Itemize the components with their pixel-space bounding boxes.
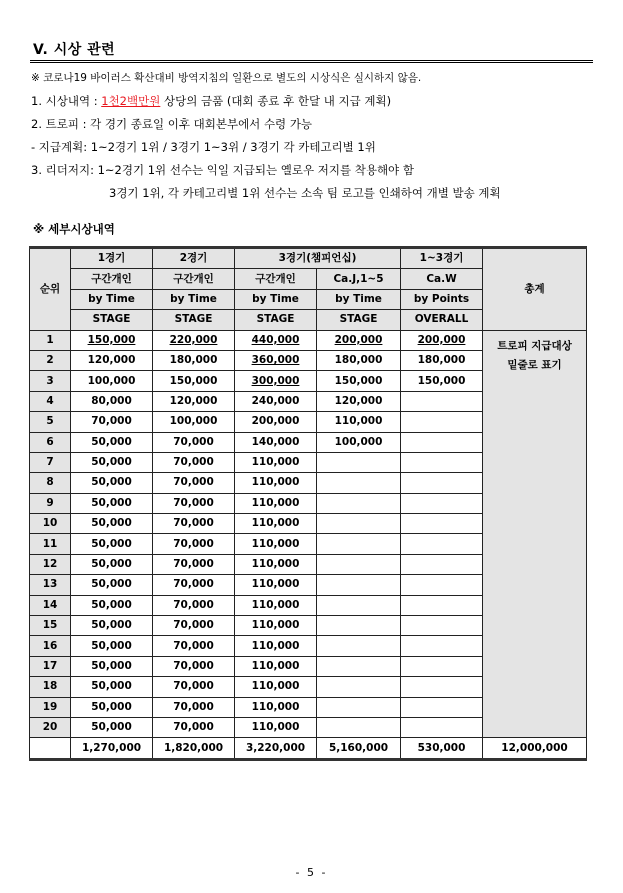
prize-cell: 70,000	[153, 473, 235, 493]
prize-cell: 120,000	[153, 391, 235, 411]
prize-cell: 180,000	[401, 350, 483, 370]
rank-cell: 11	[30, 534, 71, 554]
prize-cell: 70,000	[153, 697, 235, 717]
covid-note: ※ 코로나19 바이러스 확산대비 방역지침의 일환으로 별도의 시상식은 실시하지 않음.	[31, 72, 422, 84]
prize-cell: 150,000	[71, 330, 153, 350]
prize-cell: 50,000	[71, 677, 153, 697]
race-header-2: 2경기	[153, 248, 235, 269]
rank-cell: 4	[30, 391, 71, 411]
prize-cell: 50,000	[71, 636, 153, 656]
table-row	[30, 330, 587, 350]
prize-cell	[317, 697, 401, 717]
trophy-note-cell	[483, 330, 587, 738]
prize-cell: 120,000	[71, 350, 153, 370]
award-line-1	[31, 90, 591, 113]
prize-cell: 50,000	[71, 595, 153, 615]
prize-cell: 50,000	[71, 473, 153, 493]
prize-cell: 70,000	[153, 717, 235, 737]
prize-cell: 110,000	[235, 717, 317, 737]
prize-cell: 50,000	[71, 575, 153, 595]
rank-cell: 17	[30, 656, 71, 676]
prize-cell: 50,000	[71, 534, 153, 554]
prize-cell: 70,000	[153, 534, 235, 554]
basis-header: by Time	[153, 289, 235, 309]
prize-cell	[317, 534, 401, 554]
prize-cell	[401, 656, 483, 676]
detail-title: ※ 세부시상내역	[33, 222, 115, 236]
basis-header: by Points	[401, 289, 483, 309]
prize-cell	[401, 452, 483, 472]
award-line-2: 2. 트로피 : 각 경기 종료일 이후 대회본부에서 수령 가능	[31, 117, 313, 131]
total-cell: 530,000	[401, 738, 483, 759]
prize-cell	[401, 575, 483, 595]
prize-cell: 70,000	[153, 656, 235, 676]
total-cell: 5,160,000	[317, 738, 401, 759]
prize-table	[29, 246, 587, 761]
total-cell: 3,220,000	[235, 738, 317, 759]
prize-cell: 110,000	[235, 534, 317, 554]
prize-cell: 100,000	[317, 432, 401, 452]
rank-cell: 16	[30, 636, 71, 656]
rank-cell: 1	[30, 330, 71, 350]
prize-cell: 440,000	[235, 330, 317, 350]
prize-cell	[401, 616, 483, 636]
total-header: 총계	[483, 248, 587, 331]
prize-cell	[317, 595, 401, 615]
prize-cell: 70,000	[71, 412, 153, 432]
category-header: Ca.W	[401, 269, 483, 289]
prize-cell	[401, 534, 483, 554]
award-line-5: 3경기 1위, 각 카테고리별 1위 선수는 소속 팀 로고를 인쇄하여 개별 발송 계획	[109, 186, 501, 200]
prize-cell: 100,000	[71, 371, 153, 391]
category-header: Ca.J,1~5	[317, 269, 401, 289]
race-header-overall: 1~3경기	[401, 248, 483, 269]
rank-header: 순위	[30, 248, 71, 331]
rank-cell: 15	[30, 616, 71, 636]
prize-cell: 110,000	[235, 554, 317, 574]
prize-cell	[401, 677, 483, 697]
prize-cell	[401, 391, 483, 411]
prize-cell: 70,000	[153, 432, 235, 452]
award-line-4: 3. 리더저지: 1~2경기 1위 선수는 익일 지급되는 옐로우 저지를 착용해야 함	[31, 163, 414, 177]
prize-cell: 100,000	[153, 412, 235, 432]
prize-cell: 50,000	[71, 554, 153, 574]
totals-row	[30, 738, 587, 759]
prize-cell: 50,000	[71, 493, 153, 513]
prize-cell	[317, 554, 401, 574]
prize-cell: 110,000	[235, 452, 317, 472]
prize-cell: 110,000	[235, 616, 317, 636]
prize-cell: 70,000	[153, 677, 235, 697]
prize-cell: 50,000	[71, 514, 153, 534]
prize-cell: 150,000	[401, 371, 483, 391]
prize-cell	[317, 677, 401, 697]
type-header: STAGE	[235, 310, 317, 330]
rank-cell: 9	[30, 493, 71, 513]
total-cell: 1,270,000	[71, 738, 153, 759]
prize-cell: 70,000	[153, 514, 235, 534]
prize-cell: 70,000	[153, 616, 235, 636]
prize-cell: 180,000	[153, 350, 235, 370]
prize-cell	[401, 493, 483, 513]
prize-cell: 140,000	[235, 432, 317, 452]
category-header: 구간개인	[235, 269, 317, 289]
prize-cell: 150,000	[153, 371, 235, 391]
prize-cell	[317, 636, 401, 656]
prize-cell: 220,000	[153, 330, 235, 350]
rank-cell: 19	[30, 697, 71, 717]
prize-cell: 50,000	[71, 432, 153, 452]
type-header: STAGE	[71, 310, 153, 330]
prize-cell	[401, 554, 483, 574]
prize-cell	[317, 717, 401, 737]
prize-cell: 50,000	[71, 717, 153, 737]
prize-cell: 70,000	[153, 493, 235, 513]
trophy-note-line-1: 트로피 지급대상	[497, 339, 572, 352]
prize-cell	[317, 473, 401, 493]
prize-cell: 110,000	[235, 473, 317, 493]
prize-cell: 70,000	[153, 554, 235, 574]
prize-cell: 70,000	[153, 595, 235, 615]
prize-cell: 110,000	[235, 656, 317, 676]
prize-cell: 110,000	[235, 697, 317, 717]
prize-cell: 200,000	[235, 412, 317, 432]
prize-cell: 70,000	[153, 575, 235, 595]
prize-cell: 50,000	[71, 452, 153, 472]
prize-cell: 110,000	[235, 493, 317, 513]
prize-cell	[401, 473, 483, 493]
prize-cell: 360,000	[235, 350, 317, 370]
total-cell: 1,820,000	[153, 738, 235, 759]
totals-rank-cell	[30, 738, 71, 759]
rank-cell: 12	[30, 554, 71, 574]
rank-cell: 6	[30, 432, 71, 452]
grand-total-cell: 12,000,000	[483, 738, 587, 759]
prize-cell: 120,000	[317, 391, 401, 411]
prize-cell: 50,000	[71, 616, 153, 636]
prize-cell: 200,000	[401, 330, 483, 350]
title-double-rule	[30, 60, 593, 63]
prize-cell: 50,000	[71, 656, 153, 676]
prize-cell	[317, 452, 401, 472]
prize-cell: 300,000	[235, 371, 317, 391]
prize-cell: 110,000	[235, 636, 317, 656]
prize-cell: 110,000	[235, 575, 317, 595]
prize-cell	[401, 697, 483, 717]
rank-cell: 7	[30, 452, 71, 472]
section-title: V. 시상 관련	[33, 42, 116, 58]
category-header: 구간개인	[71, 269, 153, 289]
prize-cell: 150,000	[317, 371, 401, 391]
rank-cell: 20	[30, 717, 71, 737]
type-header: STAGE	[317, 310, 401, 330]
basis-header: by Time	[317, 289, 401, 309]
basis-header: by Time	[71, 289, 153, 309]
prize-cell: 240,000	[235, 391, 317, 411]
prize-cell	[317, 575, 401, 595]
rank-cell: 18	[30, 677, 71, 697]
rank-cell: 2	[30, 350, 71, 370]
rank-cell: 8	[30, 473, 71, 493]
award-line-1-prefix: 1. 시상내역 :	[31, 94, 102, 108]
header-row-race	[30, 248, 587, 269]
prize-cell	[401, 514, 483, 534]
total-amount-highlight: 1천2백만원	[101, 94, 161, 108]
prize-cell	[401, 595, 483, 615]
race-header-1: 1경기	[71, 248, 153, 269]
page-number: - 5 -	[295, 866, 328, 879]
prize-cell: 110,000	[235, 595, 317, 615]
prize-cell	[401, 717, 483, 737]
prize-cell: 50,000	[71, 697, 153, 717]
prize-cell	[317, 514, 401, 534]
award-line-3: - 지급계획: 1~2경기 1위 / 3경기 1~3위 / 3경기 각 카테고리별 1위	[31, 140, 376, 154]
rank-cell: 3	[30, 371, 71, 391]
rank-cell: 10	[30, 514, 71, 534]
category-header: 구간개인	[153, 269, 235, 289]
prize-cell	[317, 616, 401, 636]
trophy-note-line-2: 밑줄로 표기	[507, 358, 562, 371]
award-description	[31, 67, 591, 205]
rank-cell: 13	[30, 575, 71, 595]
prize-cell: 180,000	[317, 350, 401, 370]
prize-cell: 70,000	[153, 636, 235, 656]
basis-header: by Time	[235, 289, 317, 309]
prize-cell: 110,000	[317, 412, 401, 432]
prize-cell: 70,000	[153, 452, 235, 472]
prize-cell	[401, 412, 483, 432]
prize-cell: 200,000	[317, 330, 401, 350]
prize-cell	[317, 656, 401, 676]
type-header: OVERALL	[401, 310, 483, 330]
prize-cell	[401, 432, 483, 452]
award-line-1-suffix: 상당의 금품 (대회 종료 후 한달 내 지급 계획)	[160, 94, 392, 108]
type-header: STAGE	[153, 310, 235, 330]
prize-cell: 110,000	[235, 514, 317, 534]
rank-cell: 14	[30, 595, 71, 615]
prize-cell	[317, 493, 401, 513]
prize-cell	[401, 636, 483, 656]
prize-cell: 110,000	[235, 677, 317, 697]
race-header-3: 3경기(챔피언십)	[235, 248, 401, 269]
rank-cell: 5	[30, 412, 71, 432]
prize-cell: 80,000	[71, 391, 153, 411]
